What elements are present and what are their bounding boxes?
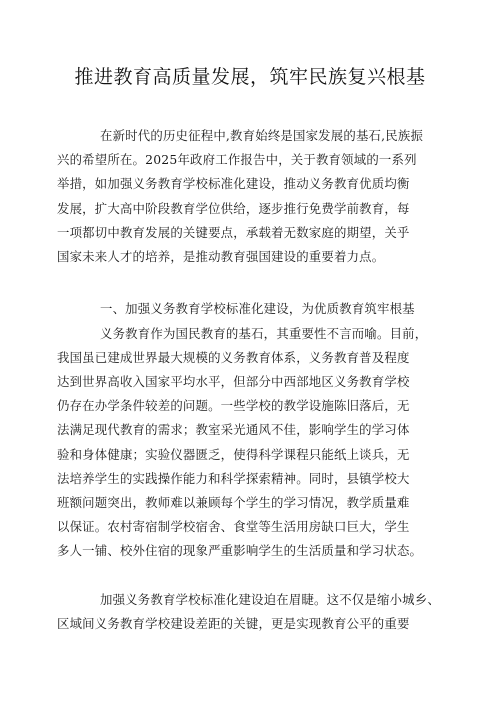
paragraph-line: 多人一铺、校外住宿的现象严重影响学生的生活质量和学习状态。	[57, 543, 423, 558]
paragraph-line: 区域间义务教育学校建设差距的关键，更是实现教育公平的重要	[57, 616, 410, 631]
paragraph-line: 举措，如加强义务教育学校标准化建设，推动义务教育优质均衡	[57, 176, 410, 191]
paragraph-line: 加强义务教育学校标准化建设迫在眉睫。这不仅是缩小城乡、	[100, 592, 440, 607]
paragraph-line: 达到世界高收入国家平均水平，但部分中西部地区义务教育学校	[57, 374, 410, 389]
document-title: 推进教育高质量发展，筑牢民族复兴根基	[74, 66, 426, 88]
paragraph-line: 国家未来人才的培养，是推动教育强国建设的重要着力点。	[57, 249, 385, 264]
paragraph-line: 义务教育作为国民教育的基石，其重要性不言而喻。目前，	[100, 326, 428, 341]
paragraph-line: 我国虽已建成世界最大规模的义务教育体系，义务教育普及程度	[57, 350, 410, 365]
paragraph-line: 仍存在办学条件较差的问题。一些学校的教学设施陈旧落后，无	[57, 398, 410, 413]
paragraph-line: 一项都切中教育发展的关键要点，承载着无数家庭的期望，关乎	[57, 225, 410, 240]
section-heading: 一、加强义务教育学校标准化建设，为优质教育筑牢根基	[100, 301, 415, 316]
paragraph-line: 验和身体健康；实验仪器匮乏，使得科学课程只能纸上谈兵，无	[57, 447, 410, 462]
paragraph-line: 兴的希望所在。2025年政府工作报告中，关于教育领域的一系列	[57, 152, 417, 167]
paragraph-line: 在新时代的历史征程中,教育始终是国家发展的基石,民族振	[100, 128, 424, 143]
paragraph-line: 发展，扩大高中阶段教育学位供给，逐步推行免费学前教育，每	[57, 201, 410, 216]
paragraph-line: 法满足现代教育的需求；教室采光通风不佳，影响学生的学习体	[57, 422, 410, 437]
paragraph-line: 班额问题突出，教师难以兼顾每个学生的学习情况，教学质量难	[57, 495, 410, 510]
paragraph-line: 法培养学生的实践操作能力和科学探索精神。同时，县镇学校大	[57, 471, 410, 486]
paragraph-line: 以保证。农村寄宿制学校宿舍、食堂等生活用房缺口巨大，学生	[57, 519, 410, 534]
